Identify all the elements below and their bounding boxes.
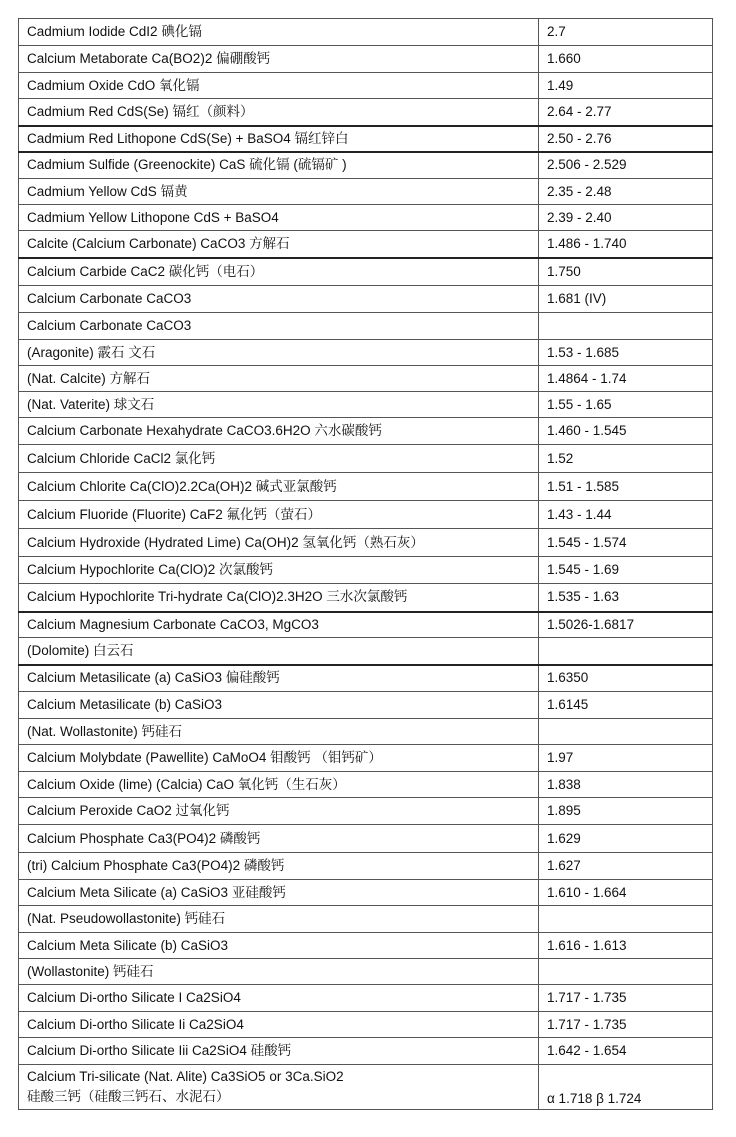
substance-cell: Calcium Carbonate Hexahydrate CaCO3.6H2O 六水碳酸钙	[19, 418, 539, 445]
substance-cell: Calcium Metaborate Ca(BO2)2 偏硼酸钙	[19, 46, 539, 73]
substance-cell: Cadmium Yellow CdS 镉黄	[19, 179, 539, 205]
table-row	[19, 313, 713, 340]
refractive-index-cell: 1.838	[539, 772, 713, 798]
refractive-index-cell: 1.460 - 1.545	[539, 418, 713, 445]
substance-cell: Cadmium Red CdS(Se) 镉红（颜料）	[19, 99, 539, 126]
refractive-index-cell: 1.545 - 1.69	[539, 557, 713, 584]
table-row	[19, 205, 713, 231]
substance-cell: Calcite (Calcium Carbonate) CaCO3 方解石	[19, 231, 539, 258]
table-row	[19, 418, 713, 445]
table-row	[19, 719, 713, 745]
substance-cell: Calcium Chlorite Ca(ClO)2.2Ca(OH)2 碱式亚氯酸钙	[19, 473, 539, 501]
table-row	[19, 126, 713, 152]
refractive-index-cell: 2.64 - 2.77	[539, 99, 713, 126]
substance-cell: (Nat. Calcite) 方解石	[19, 366, 539, 392]
substance-cell: Calcium Carbonate CaCO3	[19, 286, 539, 313]
table-row	[19, 392, 713, 418]
refractive-index-cell: 1.53 - 1.685	[539, 340, 713, 366]
table-row	[19, 179, 713, 205]
table-row	[19, 366, 713, 392]
table-row	[19, 340, 713, 366]
refractive-index-cell: 1.6145	[539, 692, 713, 719]
substance-cell: (Nat. Vaterite) 球文石	[19, 392, 539, 418]
refractive-index-cell: 1.6350	[539, 665, 713, 692]
substance-cell: Calcium Meta Silicate (a) CaSiO3 亚硅酸钙	[19, 880, 539, 906]
substance-cell: Calcium Fluoride (Fluorite) CaF2 氟化钙（萤石）	[19, 501, 539, 529]
substance-cell: Calcium Hypochlorite Tri-hydrate Ca(ClO)2.3H2O 三水次氯酸钙	[19, 584, 539, 612]
refractive-index-cell: 2.35 - 2.48	[539, 179, 713, 205]
table-row	[19, 152, 713, 179]
substance-line-2: 硅酸三钙（硅酸三钙石、水泥石）	[27, 1089, 230, 1104]
substance-cell	[19, 1065, 539, 1110]
refractive-index-cell: 1.97	[539, 745, 713, 772]
refractive-index-cell: 2.506 - 2.529	[539, 152, 713, 179]
table-row	[19, 825, 713, 853]
refractive-index-cell: 1.486 - 1.740	[539, 231, 713, 258]
substance-cell: (Wollastonite) 钙硅石	[19, 959, 539, 985]
refractive-index-cell: 1.610 - 1.664	[539, 880, 713, 906]
table-row	[19, 798, 713, 825]
substance-cell: Calcium Phosphate Ca3(PO4)2 磷酸钙	[19, 825, 539, 853]
refractive-index-cell	[539, 906, 713, 933]
refractive-index-cell: 1.51 - 1.585	[539, 473, 713, 501]
table-row	[19, 906, 713, 933]
refractive-index-cell: 1.4864 - 1.74	[539, 366, 713, 392]
refractive-index-cell	[539, 959, 713, 985]
table-row	[19, 46, 713, 73]
substance-cell: (tri) Calcium Phosphate Ca3(PO4)2 磷酸钙	[19, 853, 539, 880]
refractive-index-cell: 1.750	[539, 258, 713, 286]
substance-cell: Cadmium Yellow Lithopone CdS + BaSO4	[19, 205, 539, 231]
table-row	[19, 19, 713, 46]
table-row	[19, 99, 713, 126]
refractive-index-cell: 1.642 - 1.654	[539, 1038, 713, 1065]
substance-cell: Calcium Carbide CaC2 碳化钙（电石）	[19, 258, 539, 286]
substance-cell: (Nat. Pseudowollastonite) 钙硅石	[19, 906, 539, 933]
substance-cell: Cadmium Sulfide (Greenockite) CaS 硫化镉 (硫镉矿 )	[19, 152, 539, 179]
substance-cell: Calcium Meta Silicate (b) CaSiO3	[19, 933, 539, 959]
table-row	[19, 692, 713, 719]
table-row	[19, 473, 713, 501]
table-row	[19, 1038, 713, 1065]
substance-cell: Calcium Carbonate CaCO3	[19, 313, 539, 340]
refractive-index-cell: 1.717 - 1.735	[539, 985, 713, 1012]
refractive-index-cell: 1.627	[539, 853, 713, 880]
refractive-index-cell: 2.50 - 2.76	[539, 126, 713, 152]
substance-cell: Cadmium Red Lithopone CdS(Se) + BaSO4 镉红锌白	[19, 126, 539, 152]
table-row	[19, 557, 713, 584]
refractive-index-cell: 1.616 - 1.613	[539, 933, 713, 959]
refractive-index-cell	[539, 719, 713, 745]
table-row	[19, 772, 713, 798]
refractive-index-cell: 2.7	[539, 19, 713, 46]
substance-cell: Calcium Di-ortho Silicate I Ca2SiO4	[19, 985, 539, 1012]
substance-cell: Calcium Magnesium Carbonate CaCO3, MgCO3	[19, 612, 539, 638]
table-row	[19, 258, 713, 286]
refractive-index-cell: 1.43 - 1.44	[539, 501, 713, 529]
substance-cell: (Dolomite) 白云石	[19, 638, 539, 665]
refractive-index-cell: 1.895	[539, 798, 713, 825]
table-row	[19, 286, 713, 313]
refractive-index-cell	[539, 638, 713, 665]
refractive-index-cell: 1.535 - 1.63	[539, 584, 713, 612]
table-row	[19, 853, 713, 880]
table-row	[19, 584, 713, 612]
table-row	[19, 745, 713, 772]
table-row	[19, 501, 713, 529]
substance-cell: (Nat. Wollastonite) 钙硅石	[19, 719, 539, 745]
refractive-index-cell: 1.5026-1.6817	[539, 612, 713, 638]
substance-cell: Calcium Metasilicate (b) CaSiO3	[19, 692, 539, 719]
substance-line-1: Calcium Tri-silicate (Nat. Alite) Ca3SiO5 or 3Ca.SiO2	[27, 1069, 344, 1084]
substance-cell: Cadmium Iodide CdI2 碘化镉	[19, 19, 539, 46]
refractive-index-cell: 1.49	[539, 73, 713, 99]
table-row	[19, 612, 713, 638]
table-body	[19, 19, 713, 1110]
substance-cell: Calcium Oxide (lime) (Calcia) CaO 氧化钙（生石灰）	[19, 772, 539, 798]
table-row	[19, 1065, 713, 1110]
table-row	[19, 231, 713, 258]
substance-cell: (Aragonite) 霰石 文石	[19, 340, 539, 366]
table-row	[19, 445, 713, 473]
substance-cell: Calcium Molybdate (Pawellite) CaMoO4 钼酸钙 （钼钙矿）	[19, 745, 539, 772]
table-row	[19, 959, 713, 985]
substance-cell: Calcium Di-ortho Silicate Iii Ca2SiO4 硅酸钙	[19, 1038, 539, 1065]
table-row	[19, 529, 713, 557]
substance-cell: Calcium Hypochlorite Ca(ClO)2 次氯酸钙	[19, 557, 539, 584]
refractive-index-cell: 1.545 - 1.574	[539, 529, 713, 557]
refractive-index-table	[18, 18, 713, 1110]
table-row	[19, 985, 713, 1012]
refractive-index-cell: 1.660	[539, 46, 713, 73]
substance-cell: Calcium Di-ortho Silicate Ii Ca2SiO4	[19, 1012, 539, 1038]
table-row	[19, 933, 713, 959]
refractive-index-cell: 1.52	[539, 445, 713, 473]
substance-cell: Cadmium Oxide CdO 氧化镉	[19, 73, 539, 99]
table-row	[19, 73, 713, 99]
refractive-index-cell: α 1.718 β 1.724	[539, 1065, 713, 1110]
table-row	[19, 880, 713, 906]
refractive-index-cell: 2.39 - 2.40	[539, 205, 713, 231]
table-row	[19, 638, 713, 665]
substance-cell: Calcium Peroxide CaO2 过氧化钙	[19, 798, 539, 825]
table-row	[19, 1012, 713, 1038]
substance-cell: Calcium Metasilicate (a) CaSiO3 偏硅酸钙	[19, 665, 539, 692]
substance-cell: Calcium Chloride CaCl2 氯化钙	[19, 445, 539, 473]
refractive-index-cell: 1.629	[539, 825, 713, 853]
table-row	[19, 665, 713, 692]
refractive-index-cell: 1.55 - 1.65	[539, 392, 713, 418]
refractive-index-cell	[539, 313, 713, 340]
substance-cell: Calcium Hydroxide (Hydrated Lime) Ca(OH)2 氢氧化钙（熟石灰）	[19, 529, 539, 557]
refractive-index-cell: 1.681 (IV)	[539, 286, 713, 313]
refractive-index-cell: 1.717 - 1.735	[539, 1012, 713, 1038]
